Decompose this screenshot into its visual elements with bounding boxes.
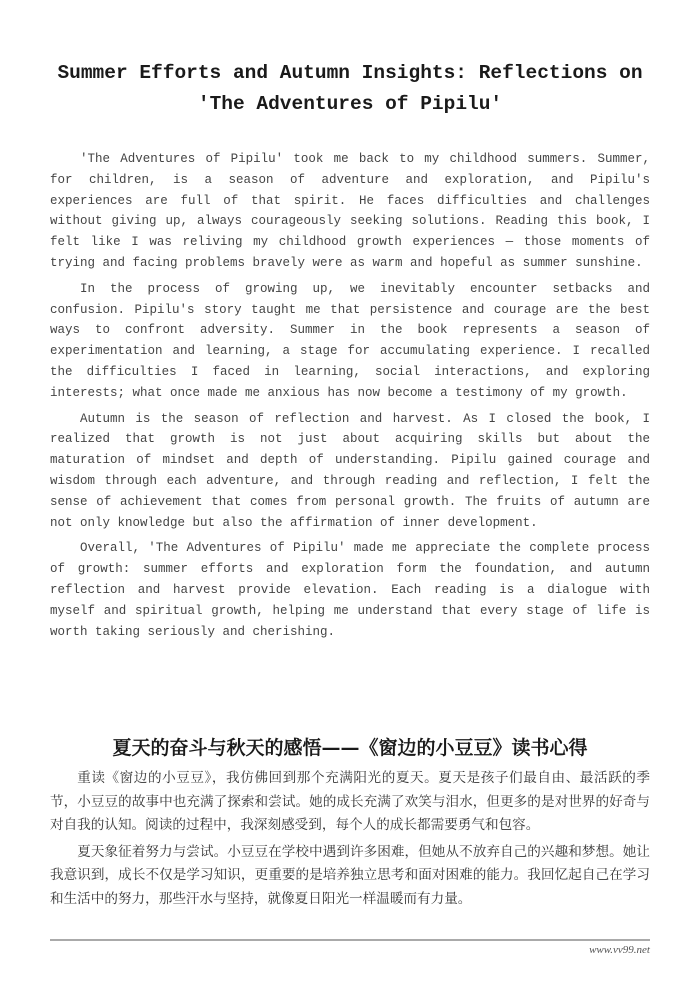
english-paragraph-4: Overall, 'The Adventures of Pipilu' made me appreciate the complete process of growth: summer efforts and exploration form the foundation, and autumn reflection and harvest provide elevation. Each reading is a dialogue with myself and spiritual growth, helping me understand that every stage of life is worth taking seriously and cherishing. [50, 541, 650, 639]
english-paragraph-3: Autumn is the season of reflection and harvest. As I closed the book, I realized that growth is not just about acquiring skills but about the maturation of mindset and depth of understanding. Pipilu gained courage and wisdom through each adventure, and through reading and reflection, I felt the sense of achievement that comes from personal growth. The fruits of autumn are not only knowledge but also the affirmation of inner development. [50, 411, 650, 530]
footer-site-url: www.vv99.net [589, 944, 650, 956]
footer-divider [50, 939, 650, 941]
english-paragraph-2: In the process of growing up, we inevitably encounter setbacks and confusion. Pipilu's story taught me that persistence and courage are the best ways to confront adversity. Summer in the book represents a season of experimentation and learning, a stage for accumulating experience. I recalled the difficulties I faced in learning, social interactions, and exploring interests; what once made me anxious has now become a testimony of my growth. [50, 281, 650, 400]
english-paragraph-1: 'The Adventures of Pipilu' took me back to my childhood summers. Summer, for children, is a season of adventure and exploration, and Pipilu's experiences are full of that spirit. He faces difficulties and challenges without giving up, always courageously seeking solutions. Reading this book, I felt like I was reliving my childhood growth experiences — those moments of trying and facing problems bravely were as warm and hopeful as summer sunshine. [50, 152, 650, 270]
chinese-paragraph-2: 夏天象征着努力与尝试。小豆豆在学校中遇到许多困难，但她从不放弃自己的兴趣和梦想。她让我意识到，成长不仅是学习知识，更重要的是培养独立思考和面对困难的能力。我回忆起自己在学习和生活中的努力，那些汗水与坚持，就像夏日阳光一样温暖而有力量。 [50, 843, 650, 907]
chinese-title: 夏天的奋斗与秋天的感悟——《窗边的小豆豆》读书心得 [112, 737, 588, 759]
chinese-body [50, 767, 650, 915]
english-title: Summer Efforts and Autumn Insights: Reflections on 'The Adventures of Pipilu' [57, 62, 643, 115]
chinese-paragraph-1: 重读《窗边的小豆豆》，我仿佛回到那个充满阳光的夏天。夏天是孩子们最自由、最活跃的季节，小豆豆的故事中也充满了探索和尝试。她的成长充满了欢笑与泪水，但更多的是对世界的好奇与对自我的认知。阅读的过程中，我深刻感受到，每个人的成长都需要勇气和包容。 [50, 770, 650, 834]
english-body [50, 149, 650, 647]
